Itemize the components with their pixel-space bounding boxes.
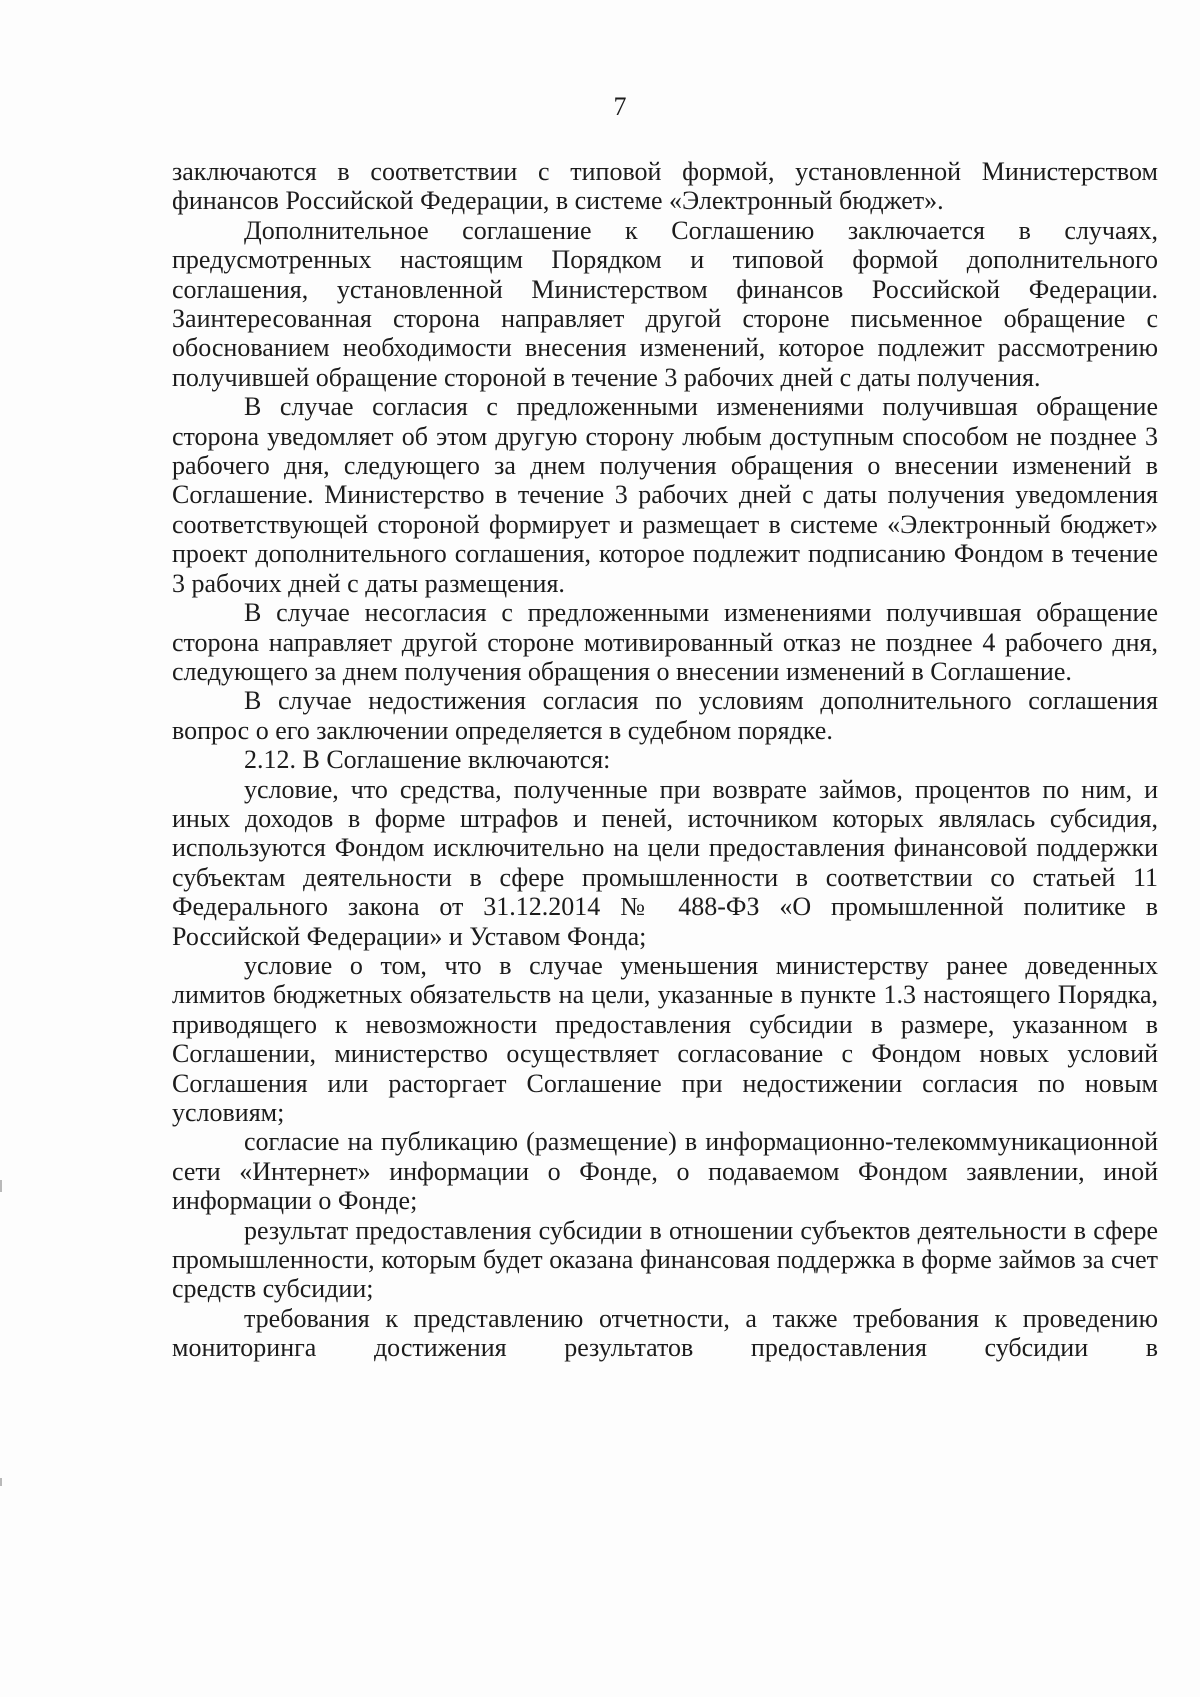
paragraph: результат предоставления субсидии в отношении субъектов деятельности в сфере промышленности, которым будет оказана финансовая поддержка в форме займов за счет средств субсидии; xyxy=(172,1215,1158,1304)
paragraph: условие о том, что в случае уменьшения министерству ранее доведенных лимитов бюджетных обязательств на цели, указанные в пункте 1.3 настоящего Порядка, приводящего к невозможности предоставления субсидии в размере, указанном в Соглашении, министерство осуществляет согласование с Фондом новых условий Соглашения или расторгает Соглашение при недостижении согласия по новым условиям; xyxy=(172,950,1158,1127)
paragraph: требования к представлению отчетности, а также требования к проведению мониторинга достижения результатов предоставления субсидии в xyxy=(172,1303,1158,1363)
section-heading: 2.12. В Соглашение включаются: xyxy=(244,745,611,775)
scan-edge-mark xyxy=(0,1478,2,1486)
paragraph: согласие на публикацию (размещение) в информационно-телекоммуникационной сети «Интернет» информации о Фонде, о подаваемом Фондом заявлении, иной информации о Фонде; xyxy=(172,1127,1158,1216)
paragraph: В случае несогласия с предложенными изменениями получившая обращение сторона направляет другой стороне мотивированный отказ не позднее 4 рабочего дня, следующего за днем получения обращения о внесении изменений в Соглашение. xyxy=(172,598,1158,686)
paragraph: условие, что средства, полученные при возврате займов, процентов по ним, и иных доходов в форме штрафов и пеней, источником которых являлась субсидия, используются Фондом исключительно на цели предоставления финансовой поддержки субъектам деятельности в сфере промышленности в соответствии со статьей 11 Федерального закона от 31.12.2014 № 488-ФЗ «О промышленной политике в Российской Федерации» и Уставом Фонда; xyxy=(172,774,1158,951)
body-text xyxy=(172,157,1158,1363)
scan-edge-mark xyxy=(0,1180,2,1192)
paragraph: заключаются в соответствии с типовой формой, установленной Министерством финансов Российской Федерации, в системе «Электронный бюджет». xyxy=(172,157,1158,216)
paragraph: В случае недостижения согласия по условиям дополнительного соглашения вопрос о его заключении определяется в судебном порядке. xyxy=(172,686,1158,745)
page-number: 7 xyxy=(613,92,627,121)
paragraph: Дополнительное соглашение к Соглашению заключается в случаях, предусмотренных настоящим Порядком и типовой формой дополнительного соглашения, установленной Министерством финансов Российской Федерации. Заинтересованная сторона направляет другой стороне письменное обращение с обоснованием необходимости внесения изменений, которое подлежит рассмотрению получившей обращение стороной в течение 3 рабочих дней с даты получения. xyxy=(172,215,1158,392)
paragraph: В случае согласия с предложенными изменениями получившая обращение сторона уведомляет об этом другую сторону любым доступным способом не позднее 3 рабочего дня, следующего за днем получения обращения о внесении изменений в Соглашение. Министерство в течение 3 рабочих дней с даты получения уведомления соответствующей стороной формирует и размещает в системе «Электронный бюджет» проект дополнительного соглашения, которое подлежит подписанию Фондом в течение 3 рабочих дней с даты размещения. xyxy=(172,392,1158,598)
